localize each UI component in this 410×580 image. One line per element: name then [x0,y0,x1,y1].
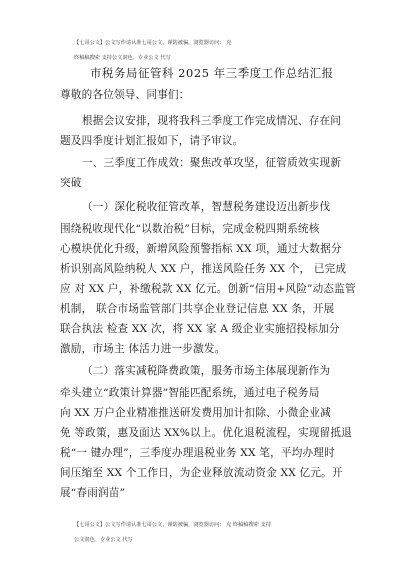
greeting: 尊敬的各位领导、同事们： [60,89,190,101]
body-line: 间压缩至 XX 个工作日，为企业释放流动资金 XX 亿元。开 [60,467,343,479]
footer-line-1: 【七哥公文】公文写作请认准七哥公文，谨防被骗，浏览器访问： 克 终稿稿搜索 支持 [74,522,271,528]
body-line: 围绕税收现代化“以数治税”目标，完成金税四期系统核 [60,223,320,235]
page-header-watermark [74,36,394,66]
body-line: 税“一 键办理”，三季度办理退税业务 XX 笔，平均办理时 [60,447,335,459]
header-line-1: 【七哥公文】公文写作请认准七哥公文，谨防被骗，浏览器访问： 克 [74,40,232,46]
body-line: 心模块优化升级，新增风险预警指标 XX 项，通过大数据分 [60,243,342,255]
body-line: 根据会议安排，现将我科三季度工作完成情况、存在问 [82,115,342,127]
body-line: 突破 [60,177,82,189]
body-line: 析识别高风险纳税人 XX 户，推送风险任务 XX 个， 已完成 [60,263,347,275]
body-line: 机制， 联合市场监管部门共享企业登记信息 XX 条，开展 [60,303,335,315]
body-line: 联合执法 检查 XX 次，将 XX 家 A 级企业实施招投标加分 [60,323,340,335]
body-line: 展“春雨润苗” [60,487,126,499]
body-line: 应 对 XX 户，补缴税款 XX 亿元。创新“信用+风险”动态监管 [60,283,356,295]
body-line: 免 等政策，惠及面达 XX%以上。优化退税流程，实现留抵退 [60,427,352,439]
subsection-heading: （一）深化税收征管改革，智慧税务建设迈出新步伐 [82,201,331,213]
body-line: 题及四季度计划汇报如下，请予审议。 [60,135,244,147]
subsection-heading: （二）落实减税降费政策，服务市场主体展现新作为 [82,365,331,377]
page-footer-watermark [74,518,394,548]
header-line-2: 终稿稿搜索 支持公文润色、专业公文 代写 [74,55,171,61]
section-heading: 一、三季度工作成效：聚焦改革攻坚，征管质效实现新 [82,157,342,169]
body-line: 向 XX 万户企业精准推送研发费用加计扣除、小微企业减 [60,407,331,419]
body-line: 激励，市场主 体活力进一步激发。 [60,343,226,355]
footer-line-2: 公文润色、专业公文 代写 [74,537,133,543]
document-title: 市税务局征管科 2025 年三季度工作总结汇报 [90,66,334,80]
body-line: 牵头建立“政策计算器”智能匹配系统，通过电子税务局 [60,387,320,399]
